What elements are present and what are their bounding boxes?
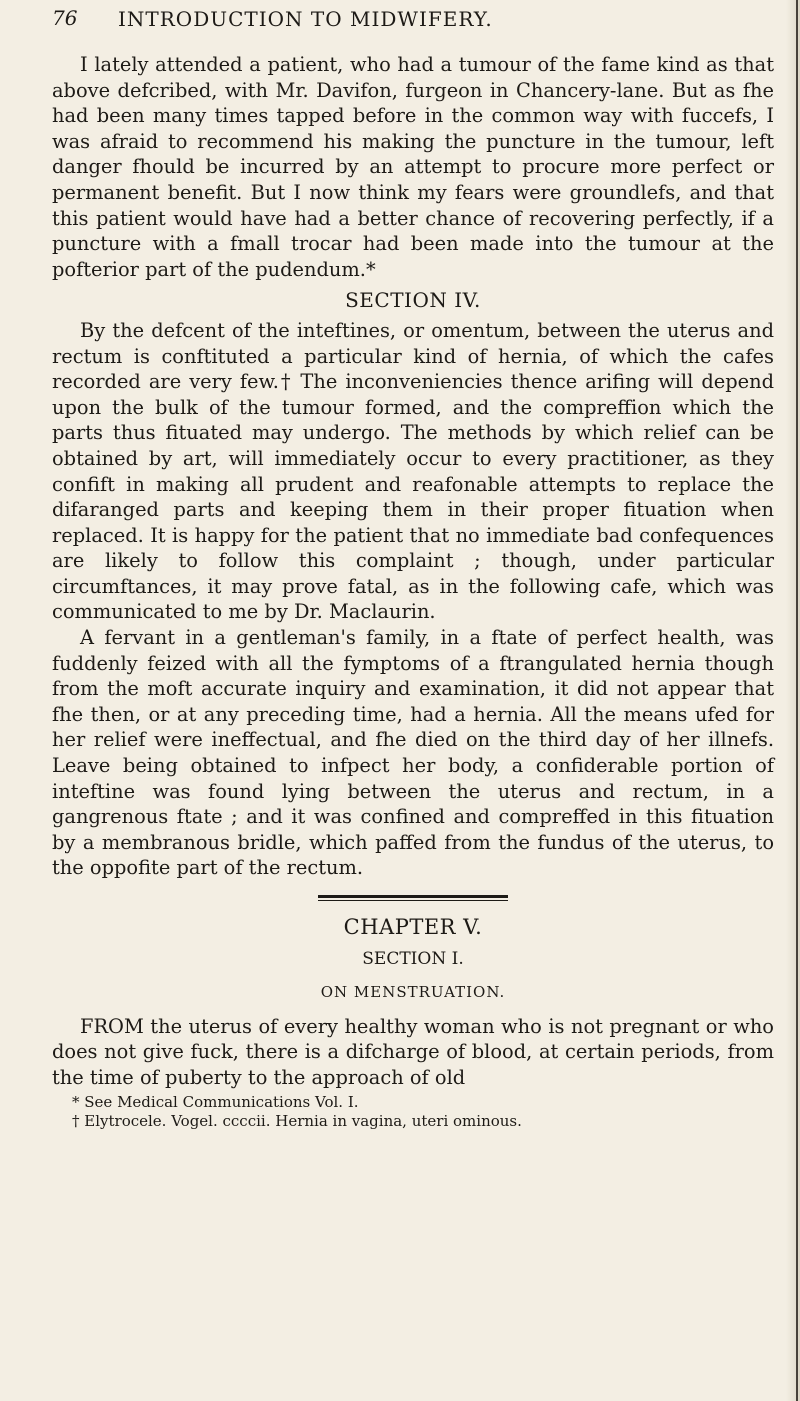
chapter-heading: CHAPTER V. <box>343 915 483 939</box>
page-header <box>0 6 800 46</box>
paragraph-tumour-case: I lately attended a patient, who had a tumour of the fame kind as that above defcribed, with Mr. Davifon, furgeon in Chancery-lane. But as fhe had been many times tapped before in the common way with fuccefs, I was afraid to recommend his making the puncture in the tumour, left danger fhould be incurred by an attempt to procure more perfect or permanent benefit. But I now think my fears were groundlefs, and that this patient would have had a better chance of recovering perfectly, if a puncture with a fmall trocar had been made into the tumour at the pofterior part of the pudendum.* <box>52 53 774 281</box>
text-block <box>52 52 774 1131</box>
footnotes <box>52 1093 774 1131</box>
chapter-divider <box>318 895 508 901</box>
paragraph-hernia: By the defcent of the inteftines, or omentum, between the uterus and rectum is conftituted a particular kind of hernia, of which the cafes recorded are very few.† The inconveniencies thence arifing will depend upon the bulk of the tumour formed, and the compreffion which the parts thus fituated may undergo. The methods by which relief can be obtained by art, will immediately occur to every practitioner, as they confift in making all prudent and reafonable attempts to replace the difaranged parts and keeping them in their proper fituation when replaced. It is happy for the patient that no immediate bad confequences are likely to follow this complaint ; though, under particular circumftances, it may prove fatal, as in the following cafe, which was communicated to me by Dr. Maclaurin. <box>52 318 774 624</box>
chapter-section-heading: SECTION I. <box>362 948 464 969</box>
page-number: 76 <box>52 6 78 30</box>
chapter-subject-heading: ON MENSTRUATION. <box>320 983 506 1002</box>
paragraph-servant-case: A fervant in a gentleman's family, in a ftate of perfect health, was fuddenly feized with all the fymptoms of a ftrangulated hernia though from the moft accurate inquiry and examination, it did not appear that fhe then, or at any preceding time, had a hernia. All the means ufed for her relief were ineffectual, and fhe died on the third day of her illnefs. Leave being obtained to infpect her body, a confiderable portion of inteftine was found lying between the uterus and rectum, in a gangrenous ftate ; and it was confined and compreffed in this fituation by a membranous bridle, which paffed from the fundus of the uterus, to the oppofite part of the rectum. <box>52 626 774 880</box>
running-head: INTRODUCTION TO MIDWIFERY. <box>118 7 493 31</box>
footnote: * See Medical Communications Vol. I. <box>72 1092 359 1111</box>
page-edge-line <box>796 0 798 1401</box>
footnote: † Elytrocele. Vogel. ccccii. Hernia in vagina, uteri ominous. <box>72 1111 522 1130</box>
section-heading: SECTION IV. <box>345 288 481 313</box>
paragraph-menstruation: FROM the uterus of every healthy woman who is not pregnant or who does not give fuck, there is a difcharge of blood, at certain periods, from the time of puberty to the approach of old <box>52 1014 774 1089</box>
